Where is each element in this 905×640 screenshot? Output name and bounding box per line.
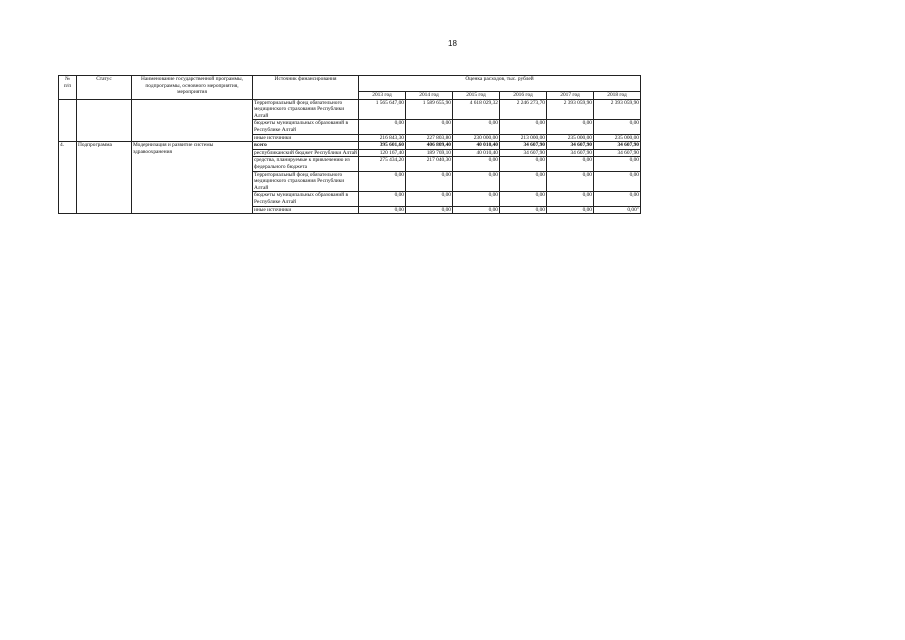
- header-num: № п/п: [59, 76, 77, 100]
- cell-value: 0,00: [359, 206, 406, 214]
- table-row: [59, 142, 641, 150]
- cell-value: 34 607,90: [547, 142, 594, 150]
- header-year: 2013 год: [359, 92, 406, 100]
- cell-value: 189 769,10: [406, 149, 453, 157]
- header-name: Наименование государственной программы, подпрограммы, основного мероприятия, мероприятия: [132, 76, 253, 100]
- cell-value: 2 393 059,90: [594, 99, 641, 120]
- cell-value: 213 000,00: [500, 134, 547, 142]
- cell-value: 275 434,20: [359, 157, 406, 171]
- header-year: 2014 год: [406, 92, 453, 100]
- cell-value: 0,00: [547, 192, 594, 206]
- cell-value: 40 010,40: [453, 142, 500, 150]
- cell-value: 0,00: [547, 120, 594, 134]
- cell-value: 0,00: [453, 192, 500, 206]
- cell-value: 0,00: [359, 192, 406, 206]
- cell-name-empty: [132, 99, 253, 142]
- cell-value: 0,00: [547, 206, 594, 214]
- cell-value: 40 010,40: [453, 149, 500, 157]
- cell-value: 0,00: [359, 171, 406, 192]
- header-source: Источник финансирования: [253, 76, 359, 100]
- budget-table: [58, 75, 641, 214]
- cell-value: 0,00: [547, 157, 594, 171]
- page-number: 18: [448, 39, 457, 48]
- cell-status-empty: [77, 99, 132, 142]
- cell-value: 2 246 273,70: [500, 99, 547, 120]
- cell-value: 395 601,60: [359, 142, 406, 150]
- cell-value: 0,00: [594, 120, 641, 134]
- cell-value: 4 618 029,32: [453, 99, 500, 120]
- cell-value: 406 809,40: [406, 142, 453, 150]
- cell-value: 0,00: [594, 171, 641, 192]
- cell-value: 235 000,00: [547, 134, 594, 142]
- cell-value: 34 607,90: [500, 149, 547, 157]
- cell-value: 0,00: [406, 206, 453, 214]
- header-status: Статус: [77, 76, 132, 100]
- cell-value: 216 843,30: [359, 134, 406, 142]
- header-year: 2018 год: [594, 92, 641, 100]
- cell-name: Модернизация и развитие системы здравоохранения: [132, 142, 253, 214]
- cell-value: 34 607,90: [547, 149, 594, 157]
- cell-status: Подпрограмма: [77, 142, 132, 214]
- cell-source: Территориальный фонд обязательного медицинского страхования Республики Алтай: [253, 171, 359, 192]
- cell-value: 0,00: [406, 192, 453, 206]
- cell-value: 0,00: [594, 157, 641, 171]
- cell-value: 1 565 647,00: [359, 99, 406, 120]
- table-row: [59, 99, 641, 120]
- cell-num-empty: [59, 99, 77, 142]
- header-year: 2017 год: [547, 92, 594, 100]
- cell-value: 0,00": [594, 206, 641, 214]
- cell-source: Территориальный фонд обязательного медицинского страхования Республики Алтай: [253, 99, 359, 120]
- cell-value: 34 607,90: [594, 142, 641, 150]
- header-year: 2015 год: [453, 92, 500, 100]
- cell-source: бюджеты муниципальных образований в Республике Алтай: [253, 120, 359, 134]
- cell-value: 230 000,00: [453, 134, 500, 142]
- cell-value: 0,00: [500, 171, 547, 192]
- cell-value: 0,00: [406, 171, 453, 192]
- cell-value: 0,00: [453, 157, 500, 171]
- cell-value: 0,00: [406, 120, 453, 134]
- cell-source: иные источники: [253, 134, 359, 142]
- header-year: 2016 год: [500, 92, 547, 100]
- cell-value: 120 167,40: [359, 149, 406, 157]
- cell-source: средства, планируемые к привлечению из федерального бюджета: [253, 157, 359, 171]
- header-estimate: Оценка расходов, тыс. рублей: [359, 76, 641, 92]
- cell-value: 0,00: [500, 157, 547, 171]
- cell-value: 0,00: [547, 171, 594, 192]
- header-row: [59, 76, 641, 92]
- cell-value: 2 393 059,90: [547, 99, 594, 120]
- cell-value: 0,00: [453, 171, 500, 192]
- cell-value: 0,00: [453, 120, 500, 134]
- cell-value: 235 000,00: [594, 134, 641, 142]
- cell-value: 0,00: [359, 120, 406, 134]
- cell-value: 0,00: [500, 120, 547, 134]
- cell-value: 1 589 655,90: [406, 99, 453, 120]
- cell-value: 0,00: [453, 206, 500, 214]
- cell-source: иные источники: [253, 206, 359, 214]
- cell-value: 0,00: [500, 206, 547, 214]
- cell-value: 227 803,80: [406, 134, 453, 142]
- cell-source: республиканский бюджет Республики Алтай: [254, 149, 357, 156]
- cell-value: 34 607,90: [500, 142, 547, 150]
- cell-source: бюджеты муниципальных образований в Республике Алтай: [253, 192, 359, 206]
- cell-value: 217 040,30: [406, 157, 453, 171]
- cell-value: 34 607,90: [594, 149, 641, 157]
- cell-value: 0,00: [500, 192, 547, 206]
- cell-value: 0,00: [594, 192, 641, 206]
- cell-num: 4.: [59, 142, 77, 214]
- cell-source: всего: [253, 142, 359, 150]
